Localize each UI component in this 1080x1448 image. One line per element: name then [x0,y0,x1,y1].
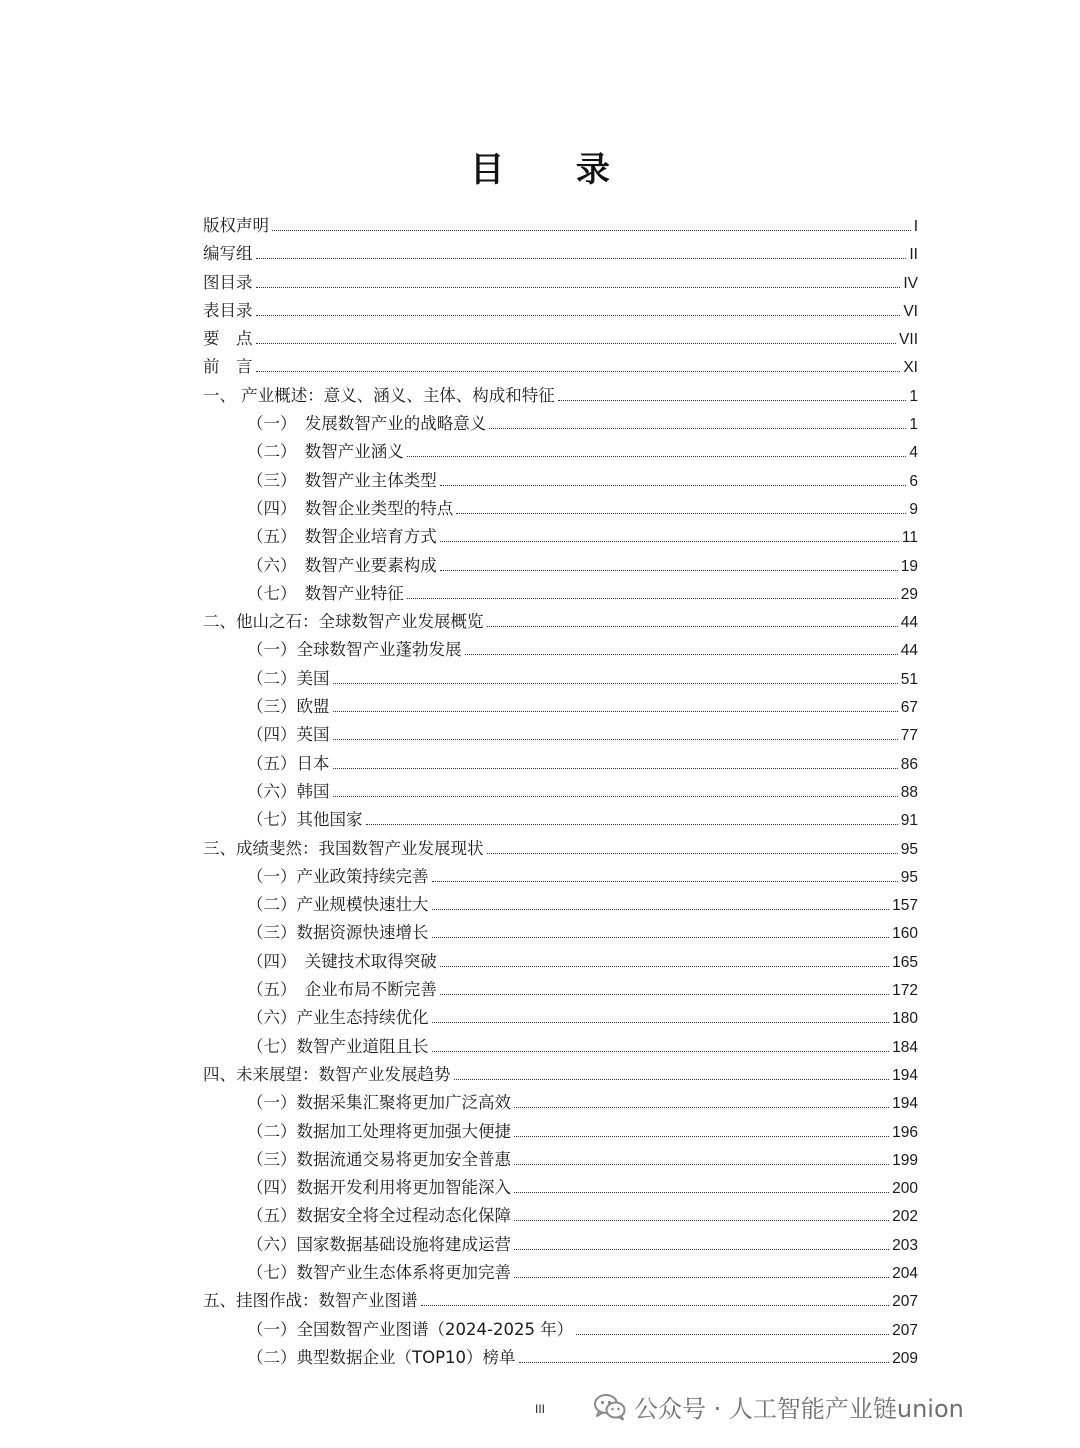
toc-entry[interactable] [203,1146,918,1174]
toc-dot-leader [514,1249,889,1250]
toc-entry-label: （一）数据采集汇聚将更加广泛高效 [247,1093,511,1113]
toc-entry-page: 1 [909,387,918,405]
toc-dot-leader [514,1192,889,1193]
toc-entry-page: 11 [901,529,918,547]
toc-entry-label: 二、他山之石：全球数智产业发展概览 [203,612,484,632]
toc-entry[interactable] [203,806,918,834]
toc-entry[interactable] [203,382,918,410]
toc-entry[interactable] [203,693,918,721]
watermark-text: 公众号 · 人工智能产业链union [634,1395,964,1423]
toc-dot-leader [333,711,898,712]
toc-entry-page: 172 [892,982,918,1000]
toc-entry-page: 9 [909,500,918,518]
page-number: III [534,1402,545,1416]
toc-entry-label: （四）数据开发利用将更加智能深入 [247,1178,511,1198]
toc-entry-label: 编写组 [203,244,253,264]
toc-entry-page: 19 [900,557,918,575]
toc-entry[interactable] [203,721,918,749]
toc-entry-page: IV [903,274,918,292]
toc-dot-leader [256,343,897,344]
toc-entry[interactable] [203,835,918,863]
toc-entry[interactable] [203,1118,918,1146]
toc-dot-leader [432,937,890,938]
toc-dot-leader [440,966,889,967]
toc-entry-label: （二）产业规模快速壮大 [247,895,429,915]
toc-entry-label: （二）典型数据企业（TOP10）榜单 [247,1347,516,1367]
toc-entry[interactable] [203,410,918,438]
toc-entry-label: （一）全球数智产业蓬勃发展 [247,640,462,660]
toc-entry-label: （六）产业生态持续优化 [247,1008,429,1028]
toc-entry[interactable] [203,580,918,608]
toc-entry-page: 95 [900,868,918,886]
toc-entry[interactable] [203,325,918,353]
toc-entry-label: （六） 数智产业要素构成 [247,555,437,575]
toc-entry-label: （四）英国 [247,725,330,745]
toc-dot-leader [519,1362,890,1363]
toc-entry-page: 199 [892,1151,918,1169]
toc-entry-page: 194 [892,1095,918,1113]
toc-entry[interactable] [203,1174,918,1202]
toc-entry-label: 版权声明 [203,216,269,235]
toc-entry-page: 184 [892,1038,918,1056]
toc-entry-label: （二）美国 [247,668,330,688]
toc-entry-page: 157 [892,897,918,915]
toc-entry-page: I [913,218,918,235]
toc-dot-leader [432,1022,890,1023]
toc-entry-page: 165 [892,953,918,971]
toc-entry-page: 44 [900,642,918,660]
toc-entry-page: XI [903,359,918,377]
toc-entry[interactable] [203,1033,918,1061]
toc-entry[interactable] [203,269,918,297]
toc-dot-leader [440,485,907,486]
toc-entry-label: 三、成绩斐然：我国数智产业发展现状 [203,838,484,858]
toc-entry[interactable] [203,240,918,268]
toc-entry[interactable] [203,353,918,381]
toc-entry[interactable] [203,212,918,240]
toc-dot-leader [256,258,907,259]
toc-entry-page: 160 [892,925,918,943]
toc-dot-leader [333,768,898,769]
toc-entry[interactable] [203,1231,918,1259]
toc-entry-label: 要 点 [203,329,253,349]
toc-entry-label: 一、 产业概述：意义、涵义、主体、构成和特征 [203,385,555,405]
toc-dot-leader [432,909,890,910]
toc-entry[interactable] [203,608,918,636]
wechat-icon [594,1393,626,1421]
toc-entry[interactable] [203,636,918,664]
toc-entry-label: （一）产业政策持续完善 [247,866,429,886]
toc-entry[interactable] [203,297,918,325]
toc-dot-leader [456,513,906,514]
toc-entry-page: 202 [892,1208,918,1226]
toc-entry-page: 1 [909,416,918,434]
toc-entry-label: （二） 数智产业涵义 [247,442,404,462]
toc-entry[interactable] [203,1287,918,1315]
toc-dot-leader [576,1334,889,1335]
toc-dot-leader [514,1107,889,1108]
toc-entry-page: 95 [900,840,918,858]
toc-dot-leader [558,400,907,401]
toc-dot-leader [407,456,907,457]
toc-entry[interactable] [203,1004,918,1032]
toc-dot-leader [487,853,898,854]
toc-entry-label: （七）数智产业生态体系将更加完善 [247,1262,511,1282]
toc-entry-page: 4 [909,444,918,462]
toc-entry-page: 209 [892,1349,918,1367]
toc-entry-label: 四、未来展望：数智产业发展趋势 [203,1064,451,1084]
toc-dot-leader [333,739,898,740]
toc-entry-page: 203 [892,1236,918,1254]
toc-dot-leader [487,626,898,627]
toc-entry-page: 91 [900,812,918,830]
toc-dot-leader [256,287,901,288]
toc-dot-leader [465,654,898,655]
toc-entry-page: 194 [892,1066,918,1084]
toc-entry-page: II [909,246,918,264]
toc-dot-leader [514,1164,889,1165]
toc-entry-label: （三）数据资源快速增长 [247,923,429,943]
toc-dot-leader [366,824,898,825]
toc-entry-label: （一） 发展数智产业的战略意义 [247,414,487,434]
toc-entry[interactable] [203,919,918,947]
toc-entry-page: VI [903,302,918,320]
toc-dot-leader [256,371,901,372]
toc-entry-label: 五、挂图作战：数智产业图谱 [203,1291,418,1311]
toc-entry[interactable] [203,778,918,806]
toc-entry-page: 207 [892,1293,918,1311]
table-of-contents [203,212,918,1372]
toc-entry-label: （三） 数智产业主体类型 [247,470,437,490]
toc-dot-leader [489,428,906,429]
toc-entry[interactable] [203,665,918,693]
toc-entry[interactable] [203,1061,918,1089]
toc-entry-label: （七）其他国家 [247,810,363,830]
toc-entry-label: （二）数据加工处理将更加强大便捷 [247,1121,511,1141]
toc-entry-page: 196 [892,1123,918,1141]
toc-entry-label: （一）全国数智产业图谱（2024-2025 年） [247,1319,574,1339]
toc-dot-leader [333,796,898,797]
toc-entry-page: 86 [900,755,918,773]
toc-dot-leader [514,1220,889,1221]
toc-entry[interactable] [203,552,918,580]
toc-entry-label: 图目录 [203,272,253,292]
toc-entry-label: （六）韩国 [247,781,330,801]
toc-entry-label: （四） 数智企业类型的特点 [247,498,454,518]
toc-dot-leader [440,994,889,995]
toc-entry[interactable] [203,467,918,495]
toc-dot-leader [454,1079,890,1080]
toc-entry[interactable] [203,1316,918,1344]
toc-dot-leader [333,683,898,684]
toc-dot-leader [440,570,898,571]
toc-entry-page: 67 [900,699,918,717]
toc-entry-label: （七）数智产业道阻且长 [247,1036,429,1056]
toc-entry-page: 88 [900,783,918,801]
toc-entry-label: （五） 企业布局不断完善 [247,980,437,1000]
toc-entry[interactable] [203,976,918,1004]
toc-entry-page: 77 [900,727,918,745]
watermark [594,1389,964,1424]
toc-dot-leader [432,1051,890,1052]
toc-entry-page: 51 [900,670,918,688]
toc-entry-page: VII [899,331,918,349]
toc-entry-page: 6 [909,472,918,490]
toc-entry-page: 180 [892,1010,918,1028]
toc-entry-label: （三）数据流通交易将更加安全普惠 [247,1149,511,1169]
toc-dot-leader [432,881,898,882]
toc-entry[interactable] [203,863,918,891]
toc-entry-label: （五）数据安全将全过程动态化保障 [247,1206,511,1226]
toc-entry-page: 44 [900,614,918,632]
toc-entry[interactable] [203,1344,918,1372]
toc-entry[interactable] [203,750,918,778]
toc-entry[interactable] [203,948,918,976]
page-title: 目 录 [470,150,640,190]
toc-entry[interactable] [203,495,918,523]
toc-entry[interactable] [203,1259,918,1287]
toc-entry-label: （四） 关键技术取得突破 [247,951,437,971]
toc-entry-label: （六）国家数据基础设施将建成运营 [247,1234,511,1254]
toc-dot-leader [440,541,899,542]
toc-entry-label: （五） 数智企业培育方式 [247,527,437,547]
toc-dot-leader [407,598,898,599]
toc-dot-leader [514,1136,889,1137]
toc-entry-label: （七） 数智产业特征 [247,583,404,603]
toc-entry-label: 表目录 [203,300,253,320]
toc-entry-page: 207 [892,1321,918,1339]
toc-dot-leader [256,315,901,316]
toc-entry[interactable] [203,1202,918,1230]
toc-dot-leader [272,230,911,231]
toc-entry-page: 29 [900,585,918,603]
toc-entry[interactable] [203,891,918,919]
toc-dot-leader [514,1277,889,1278]
toc-entry[interactable] [203,1089,918,1117]
toc-dot-leader [421,1305,890,1306]
toc-entry-page: 204 [892,1264,918,1282]
toc-entry-label: （五）日本 [247,753,330,773]
toc-entry-label: （三）欧盟 [247,697,330,717]
toc-entry[interactable] [203,523,918,551]
toc-entry-label: 前 言 [203,357,253,377]
toc-entry-page: 200 [892,1180,918,1198]
toc-entry[interactable] [203,438,918,466]
